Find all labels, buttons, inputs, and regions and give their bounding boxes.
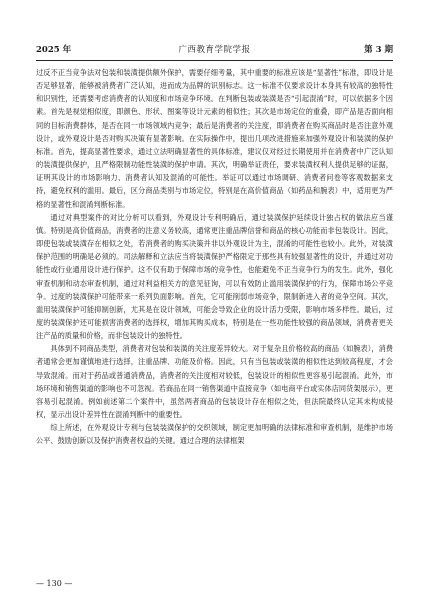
running-header — [36, 43, 393, 57]
header-issue: 第 3 期 — [364, 45, 393, 55]
header-year: 2025 年 — [36, 45, 72, 55]
paragraph-4: 综上所述，在外观设计专利与包装装潢保护的交织领域，制定更加明确的法律标准和审查机制，是维护市场公平、鼓励创新以及保护消费者权益的关键。通过合理的法律框架 — [36, 423, 393, 446]
article-body — [36, 66, 393, 448]
paragraph-1: 过反不正当竞争法对包装和装潢提供额外保护，需要仔细考量，其中重要的标准应该是“显著性”标准，即设计是否足够显著，能够被消费者广泛认知，进而成为品牌的识别标志。这一标准不仅要求设计本身具有较高的独特性和识别性，还需要考虑消费者的认知度和市场竞争环境。在判断包装或装潢是否“引起混淆”时，可以依据多个因素。首先是视觉相似度，即颜色、形状、图案等设计元素的相似性；其次是市场定位的重叠，即产品是否面向相同的目标消费群体，是否在同一市场领域内竞争；最后是消费者的关注度，即消费者在购买商品时是否注意外观设计，或外观设计是否对购买决策有显著影响。在实际操作中，提出几项改进措施来加强外观设计和装潢的保护标准。首先，提高显著性要求，通过立法明确显著性的具体标准，建议仅对经过长期使用并在消费者中广泛认知的装潢提供保护，且严格限制功能性装潢的保护申请。其次，明确举证责任，要求装潢权利人提供足够的证据，证明其设计的市场影响力、消费者认知及混淆的可能性。举证可以通过市场调研、消费者问卷等客观数据来支持，避免权利的滥用。最后，区分商品类别与市场定位，特别是在高价值商品（如药品和腕表）中，适用更为严格的显著性和混淆判断标准。 — [36, 68, 393, 209]
paragraph-3: 具体到不同商品类型，消费者对包装和装潢的关注度差异较大。对于复杂且价格较高的商品（如腕表），消费者通常会更加谨慎地进行选择，注重品牌、功能及价格。因此，只有当包装或装潢的相似性达到较高程度，才会导致混淆。而对于药品或普通消费品，消费者的关注度相对较低，包装设计的相似性更容易引起混淆。此外，市场环境和销售渠道的影响也不可忽视。若商品在同一销售渠道中直接竞争（如电商平台或实体店同货架展示），更容易引起混淆。例如前述第二个案件中，虽然两者商品的包装设计存在相似之处，但法院最终认定其未构成侵权，显示出设计差异性在混淆判断中的重要性。 — [36, 344, 393, 420]
header-rule — [36, 60, 393, 61]
page-number: — 130 — — [36, 579, 73, 588]
paragraph-2: 通过对典型案件的对比分析可以看到，外观设计专利明确后，通过装潢保护延续设计独占权的做法应当谨慎。特别是高价值商品，消费者的注意义务较高，通常更注重品牌信誉和商品的核心功能而非包装设计。因此，即使包装或装潢存在相似之处，若消费者的购买决策并非以外观设计为主，混淆的可能性也较小。此外，对装潢保护范围的明确是必须的。司法解释和立法应当将装潢保护严格限定于那些具有较强显著性的设计，并通过对功能性或行业通用设计进行保护。这不仅有助于保障市场的竞争性，也能避免不正当竞争行为的发生。此外，强化审查机制和动态审查机制，通过对利益相关方的意见征询，可以有效防止滥用装潢保护的行为，保障市场公平竞争。过度的装潢保护可能带来一系列负面影响。首先，它可能削弱市场竞争，限制新进入者的竞争空间。其次，滥用装潢保护可能抑制创新，尤其是在设计领域，可能会导致企业的设计活力受限，影响市场多样性。最后，过度的装潢保护还可能损害消费者的选择权，增加其购买成本，特别是在一些功能性较强的商品领域，消费者更关注产品的质量和价格，而非包装设计的独特性。 — [36, 212, 393, 341]
header-journal-title: 广西教育学院学报 — [178, 45, 251, 55]
